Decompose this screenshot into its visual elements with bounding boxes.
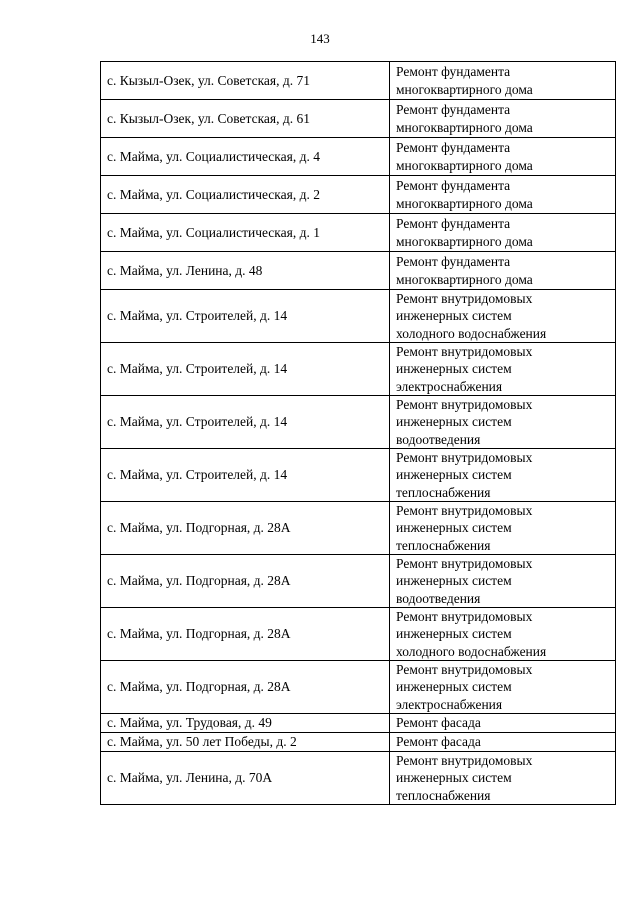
work-type-line: Ремонт фундамента [396, 102, 511, 118]
work-type-line: Ремонт внутридомовых [396, 450, 533, 466]
table-row [101, 214, 616, 252]
work-type-cell [390, 396, 616, 449]
work-type-line: Ремонт фундамента [396, 254, 511, 270]
work-type-line: инженерных систем [396, 520, 512, 536]
table-row [101, 449, 616, 502]
table-row [101, 343, 616, 396]
work-type-cell [390, 502, 616, 555]
work-type-line: теплоснабжения [396, 537, 491, 553]
address-cell: с. Майма, ул. Ленина, д. 70А [101, 752, 390, 805]
work-type-line: водоотведения [396, 431, 481, 447]
address-cell: с. Кызыл-Озек, ул. Советская, д. 61 [101, 100, 390, 138]
table-row [101, 138, 616, 176]
work-type-line: многоквартирного дома [396, 157, 533, 173]
work-type-line: холодного водоснабжения [396, 643, 547, 659]
address-cell: с. Майма, ул. Строителей, д. 14 [101, 343, 390, 396]
address-cell: с. Майма, ул. Социалистическая, д. 1 [101, 214, 390, 252]
work-type-cell [390, 449, 616, 502]
work-type-line: Ремонт фасада [396, 715, 481, 731]
address-cell: с. Майма, ул. 50 лет Победы, д. 2 [101, 733, 390, 752]
work-type-cell [390, 661, 616, 714]
work-type-cell [390, 176, 616, 214]
work-type-line: Ремонт внутридомовых [396, 503, 533, 519]
work-type-cell [390, 555, 616, 608]
work-type-line: Ремонт фундамента [396, 178, 511, 194]
work-type-cell [390, 62, 616, 100]
work-type-line: Ремонт фундамента [396, 64, 511, 80]
work-type-cell [390, 252, 616, 290]
work-type-line: инженерных систем [396, 679, 512, 695]
table-body [101, 62, 616, 805]
work-type-line: холодного водоснабжения [396, 325, 547, 341]
work-type-line: теплоснабжения [396, 787, 491, 803]
table-row [101, 502, 616, 555]
address-cell: с. Майма, ул. Подгорная, д. 28А [101, 661, 390, 714]
repair-works-table [100, 61, 616, 805]
table-row [101, 752, 616, 805]
work-type-line: Ремонт фасада [396, 734, 481, 750]
work-type-line: Ремонт внутридомовых [396, 753, 533, 769]
address-cell: с. Майма, ул. Строителей, д. 14 [101, 449, 390, 502]
address-cell: с. Кызыл-Озек, ул. Советская, д. 71 [101, 62, 390, 100]
work-type-line: Ремонт внутридомовых [396, 291, 533, 307]
address-cell: с. Майма, ул. Строителей, д. 14 [101, 396, 390, 449]
address-cell: с. Майма, ул. Строителей, д. 14 [101, 290, 390, 343]
work-type-line: инженерных систем [396, 626, 512, 642]
address-cell: с. Майма, ул. Подгорная, д. 28А [101, 608, 390, 661]
table-row [101, 290, 616, 343]
work-type-line: инженерных систем [396, 467, 512, 483]
work-type-cell [390, 608, 616, 661]
work-type-line: Ремонт фундамента [396, 140, 511, 156]
work-type-cell [390, 752, 616, 805]
work-type-line: Ремонт внутридомовых [396, 397, 533, 413]
work-type-cell [390, 290, 616, 343]
work-type-cell [390, 138, 616, 176]
work-type-line: многоквартирного дома [396, 195, 533, 211]
work-type-line: Ремонт внутридомовых [396, 662, 533, 678]
work-type-line: инженерных систем [396, 308, 512, 324]
work-type-line: инженерных систем [396, 361, 512, 377]
work-type-cell [390, 714, 616, 733]
table-row [101, 396, 616, 449]
work-type-cell [390, 343, 616, 396]
work-type-line: многоквартирного дома [396, 81, 533, 97]
work-type-line: многоквартирного дома [396, 233, 533, 249]
work-type-line: инженерных систем [396, 573, 512, 589]
work-type-line: инженерных систем [396, 414, 512, 430]
table-row [101, 733, 616, 752]
work-type-line: инженерных систем [396, 770, 512, 786]
table-row [101, 252, 616, 290]
table-row [101, 661, 616, 714]
table-row [101, 555, 616, 608]
work-type-line: многоквартирного дома [396, 271, 533, 287]
work-type-line: многоквартирного дома [396, 119, 533, 135]
work-type-line: Ремонт внутридомовых [396, 344, 533, 360]
page-number: 143 [310, 31, 330, 46]
work-type-line: Ремонт внутридомовых [396, 609, 533, 625]
work-type-line: Ремонт внутридомовых [396, 556, 533, 572]
address-cell: с. Майма, ул. Подгорная, д. 28А [101, 502, 390, 555]
table-row [101, 608, 616, 661]
work-type-line: электроснабжения [396, 378, 503, 394]
work-type-line: Ремонт фундамента [396, 216, 511, 232]
work-type-line: водоотведения [396, 590, 481, 606]
work-type-line: электроснабжения [396, 696, 503, 712]
work-type-cell [390, 100, 616, 138]
address-cell: с. Майма, ул. Подгорная, д. 28А [101, 555, 390, 608]
address-cell: с. Майма, ул. Ленина, д. 48 [101, 252, 390, 290]
table-row [101, 62, 616, 100]
table-row [101, 176, 616, 214]
work-type-cell [390, 733, 616, 752]
address-cell: с. Майма, ул. Социалистическая, д. 4 [101, 138, 390, 176]
table-row [101, 714, 616, 733]
work-type-cell [390, 214, 616, 252]
work-type-line: теплоснабжения [396, 484, 491, 500]
address-cell: с. Майма, ул. Социалистическая, д. 2 [101, 176, 390, 214]
table-row [101, 100, 616, 138]
address-cell: с. Майма, ул. Трудовая, д. 49 [101, 714, 390, 733]
